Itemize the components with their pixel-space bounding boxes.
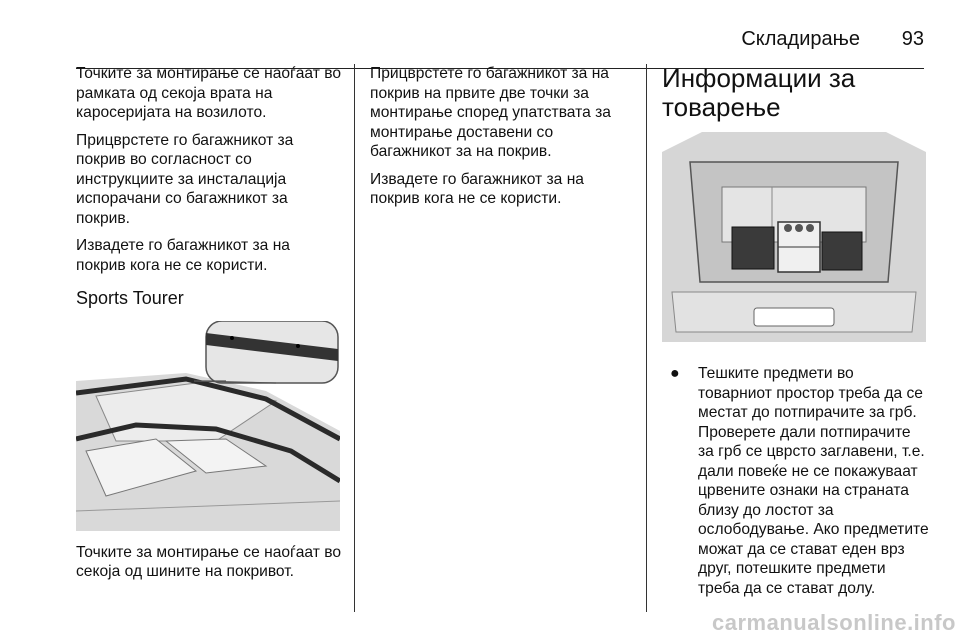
loading-info-heading: Информации за товарење (662, 63, 856, 122)
paragraph: Прицврстете го багажникот за покрив во согласност со инструкциите за инсталација испорачани со багажникот за покрив. (76, 131, 294, 227)
bullet-text: Тешките предмети во товарниот простор треба да се местат до потпирачите за грб. Проверете дали потпирачите за грб се цврсто заглавени, т.е. дали повеќе не се покажуваат црвените ознаки на страната близу до лостот за ослободување. Ако предметите можат да се стават еден врз друг, потешките предмети треба да се стават долу. (698, 365, 929, 597)
column-divider-1 (354, 64, 355, 612)
paragraph: Прицврстете го багажникот за на покрив на првите две точки за монтирање според упатствата за монтирање доставени со багажникот за на покрив. (370, 65, 611, 160)
section-title: Складирање (741, 28, 860, 50)
list-item (662, 364, 930, 598)
page-number: 93 (901, 28, 924, 50)
column-divider-2 (646, 64, 647, 612)
column-1 (76, 64, 342, 590)
roof-rail-illustration (76, 321, 340, 531)
column-2 (370, 64, 632, 217)
figure-caption: Точките за монтирање се наоѓаат во секоја од шините на покривот. (76, 543, 342, 580)
paragraph: Точките за монтирање се наоѓаат во рамката од секоја врата на каросеријата на возилото. (76, 65, 342, 121)
subheading-sports-tourer: Sports Tourer (76, 288, 184, 308)
paragraph: Извадете го багажникот за на покрив кога не се користи. (370, 170, 584, 207)
watermark: carmanualsonline.info (712, 610, 956, 635)
column-3 (662, 64, 930, 598)
page-header (76, 22, 924, 52)
cargo-area-illustration (662, 132, 926, 342)
bullet-marker: ● (670, 365, 680, 382)
paragraph: Извадете го багажникот за на покрив кога не се користи. (76, 237, 290, 274)
